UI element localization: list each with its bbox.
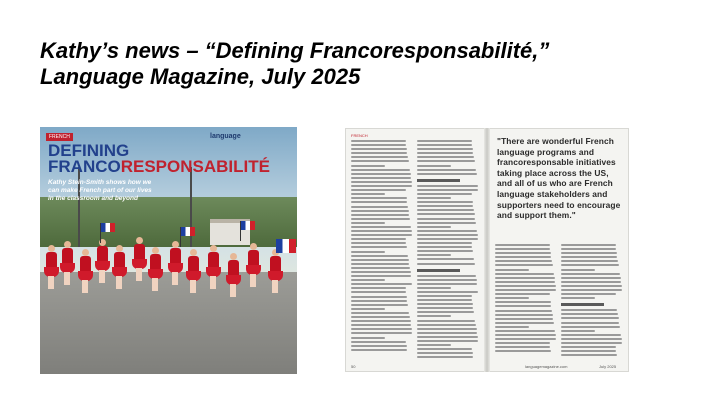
- text-line: [351, 197, 407, 199]
- text-line: [417, 303, 473, 305]
- text-line: [351, 316, 410, 318]
- text-line: [351, 173, 411, 175]
- headline-franco: FRANCO: [48, 157, 121, 176]
- text-line: [561, 293, 616, 295]
- section-label: FRENCH: [351, 133, 368, 138]
- parade-dancers: [40, 235, 297, 290]
- text-line: [495, 293, 550, 295]
- page-footer-website: languagemagazine.com: [525, 364, 568, 369]
- text-line: [495, 305, 551, 307]
- text-line: [351, 279, 385, 281]
- text-line: [351, 181, 412, 183]
- page-footer-date: July 2025: [599, 364, 617, 369]
- text-line: [351, 345, 407, 347]
- text-line: [417, 287, 451, 289]
- text-line: [495, 326, 529, 328]
- text-line: [495, 264, 553, 266]
- text-line: [561, 264, 619, 266]
- text-line: [417, 344, 451, 346]
- text-line: [495, 273, 554, 275]
- text-line: [417, 185, 478, 187]
- text-line: [417, 254, 451, 256]
- magazine-cover-page: [40, 127, 297, 374]
- text-line: [495, 260, 552, 262]
- text-line: [351, 238, 406, 240]
- french-flag-icon: [181, 227, 195, 236]
- section-label: FRENCH: [46, 133, 73, 141]
- text-line: [417, 315, 451, 317]
- text-line: [417, 328, 477, 330]
- text-line: [561, 313, 618, 315]
- text-line: [561, 346, 616, 348]
- text-line: [351, 341, 406, 343]
- text-line: [351, 349, 407, 351]
- text-line: [417, 140, 472, 142]
- text-line: [351, 152, 407, 154]
- page-gutter: [484, 128, 490, 372]
- dancer: [246, 243, 260, 287]
- magazine-brand: language: [210, 133, 241, 140]
- text-line: [417, 213, 475, 215]
- text-line: [417, 230, 477, 232]
- dancer: [186, 249, 200, 293]
- text-line: [351, 246, 407, 248]
- text-line: [561, 342, 622, 344]
- text-line: [351, 308, 385, 310]
- text-line: [351, 287, 406, 289]
- text-line: [417, 291, 478, 293]
- text-line: [561, 309, 617, 311]
- text-line: [351, 214, 409, 216]
- dancer: [44, 245, 58, 289]
- text-line: [561, 256, 617, 258]
- text-line: [495, 252, 551, 254]
- text-line: [417, 320, 475, 322]
- headline-line2: [48, 159, 270, 175]
- text-line: [417, 246, 472, 248]
- text-line: [417, 209, 474, 211]
- text-line: [351, 160, 409, 162]
- french-flag-icon: [101, 223, 115, 232]
- text-line: [351, 320, 411, 322]
- text-line: [495, 269, 529, 271]
- text-line: [351, 312, 409, 314]
- text-line: [561, 322, 619, 324]
- text-line: [351, 255, 408, 257]
- text-line: [351, 275, 411, 277]
- text-line: [351, 324, 411, 326]
- text-line: [351, 283, 412, 285]
- text-line: [417, 299, 472, 301]
- text-line: [417, 189, 478, 191]
- dancer: [60, 241, 74, 285]
- text-line: [351, 259, 409, 261]
- text-line: [417, 160, 475, 162]
- text-line: [561, 297, 595, 299]
- text-line: [417, 250, 473, 252]
- text-line: [561, 326, 620, 328]
- magazine-article-page: [345, 128, 629, 372]
- text-line: [495, 285, 556, 287]
- text-line: [417, 324, 476, 326]
- text-line: [417, 165, 451, 167]
- text-line: [417, 307, 473, 309]
- text-line: [417, 218, 475, 220]
- article-byline: Kathy Stein-Smith shows how we can make French part of our lives in the classroom and beyond: [48, 179, 152, 202]
- text-line: [417, 242, 472, 244]
- text-line: [351, 296, 407, 298]
- text-line: [417, 336, 478, 338]
- text-line: [561, 317, 619, 319]
- slide-title-line1: Kathy’s news – “Defining Francoresponsabilité,”: [40, 38, 550, 63]
- headline-responsabilite: RESPONSABILITÉ: [120, 157, 270, 176]
- text-line: [351, 148, 407, 150]
- text-line: [495, 244, 550, 246]
- text-line: [417, 311, 474, 313]
- text-line: [351, 291, 406, 293]
- text-line: [351, 177, 411, 179]
- text-line: [561, 252, 617, 254]
- text-line: [417, 222, 476, 224]
- text-line: [561, 354, 617, 356]
- text-line: [495, 277, 555, 279]
- dancer: [148, 247, 162, 291]
- text-line: [351, 271, 411, 273]
- text-line: [417, 263, 475, 265]
- text-line: [417, 169, 476, 171]
- text-line: [561, 273, 620, 275]
- text-line: [351, 337, 385, 339]
- dancer: [132, 237, 146, 281]
- text-line: [351, 185, 412, 187]
- text-line: [351, 201, 407, 203]
- text-line: [495, 248, 550, 250]
- page-number-left: 50: [351, 364, 356, 369]
- text-line: [351, 234, 412, 236]
- text-line: [561, 330, 595, 332]
- slide-title-line2: Language Magazine, July 2025: [40, 64, 361, 89]
- text-line: [351, 242, 406, 244]
- text-line: [417, 152, 473, 154]
- text-column: [561, 244, 623, 358]
- text-line: [561, 244, 616, 246]
- text-line: [495, 301, 551, 303]
- text-line: [351, 140, 406, 142]
- text-line: [351, 206, 408, 208]
- text-line: [417, 238, 478, 240]
- text-line: [351, 156, 408, 158]
- text-line: [417, 156, 474, 158]
- text-line: [561, 334, 621, 336]
- text-line: [351, 251, 385, 253]
- slide-title: [40, 38, 680, 90]
- dancer: [226, 253, 240, 297]
- text-line: [417, 148, 473, 150]
- text-line: [417, 332, 477, 334]
- text-line: [351, 144, 406, 146]
- text-line: [417, 275, 476, 277]
- text-line: [417, 352, 473, 354]
- text-line: [417, 193, 472, 195]
- dancer: [206, 245, 220, 289]
- text-subheading: [417, 269, 460, 272]
- french-flag-icon: [276, 239, 296, 253]
- text-line: [417, 279, 477, 281]
- dancer: [112, 245, 126, 289]
- text-line: [495, 256, 551, 258]
- text-line: [495, 314, 553, 316]
- text-line: [495, 289, 556, 291]
- text-line: [561, 350, 616, 352]
- dancer: [168, 241, 182, 285]
- text-line: [495, 318, 553, 320]
- text-line: [351, 189, 406, 191]
- text-line: [561, 281, 621, 283]
- text-subheading: [417, 179, 460, 182]
- text-line: [351, 328, 412, 330]
- text-line: [495, 281, 555, 283]
- text-line: [417, 234, 478, 236]
- text-line: [495, 342, 550, 344]
- text-line: [351, 165, 385, 167]
- text-column: [351, 140, 413, 353]
- text-line: [417, 258, 474, 260]
- text-line: [495, 322, 554, 324]
- headline-line1: DEFINING: [48, 141, 130, 160]
- text-line: [417, 356, 473, 358]
- text-line: [351, 226, 411, 228]
- text-line: [351, 210, 409, 212]
- dancer: [268, 249, 282, 293]
- text-line: [417, 205, 473, 207]
- text-line: [495, 334, 556, 336]
- text-line: [417, 201, 473, 203]
- text-column: [495, 244, 557, 355]
- text-line: [351, 169, 410, 171]
- pull-quote: "There are wonderful French language programs and francoresponsable initiatives taking place across the US, and all of us who are French language stakeholders and supporters need to encourage and support them.": [497, 136, 621, 221]
- french-flag-icon: [241, 221, 255, 230]
- text-line: [417, 340, 478, 342]
- text-line: [417, 295, 472, 297]
- dancer: [78, 249, 92, 293]
- text-line: [561, 260, 618, 262]
- text-column: [417, 140, 479, 361]
- text-line: [351, 267, 410, 269]
- text-line: [495, 330, 555, 332]
- text-line: [351, 304, 408, 306]
- text-line: [417, 348, 472, 350]
- text-line: [561, 338, 622, 340]
- text-line: [495, 338, 556, 340]
- text-line: [495, 297, 529, 299]
- text-line: [417, 226, 451, 228]
- text-line: [351, 263, 409, 265]
- text-line: [351, 193, 385, 195]
- text-line: [417, 144, 472, 146]
- article-headline: [48, 143, 270, 175]
- text-line: [561, 285, 622, 287]
- text-subheading: [561, 303, 604, 306]
- text-line: [351, 230, 412, 232]
- text-line: [561, 277, 621, 279]
- text-line: [495, 346, 550, 348]
- text-line: [351, 218, 410, 220]
- text-line: [351, 222, 385, 224]
- text-line: [351, 300, 407, 302]
- text-line: [561, 289, 622, 291]
- text-line: [495, 350, 551, 352]
- text-line: [417, 197, 451, 199]
- dancer: [95, 239, 109, 283]
- text-line: [351, 332, 412, 334]
- text-line: [561, 248, 616, 250]
- text-line: [417, 283, 477, 285]
- text-line: [417, 173, 477, 175]
- text-line: [495, 310, 552, 312]
- text-line: [561, 269, 595, 271]
